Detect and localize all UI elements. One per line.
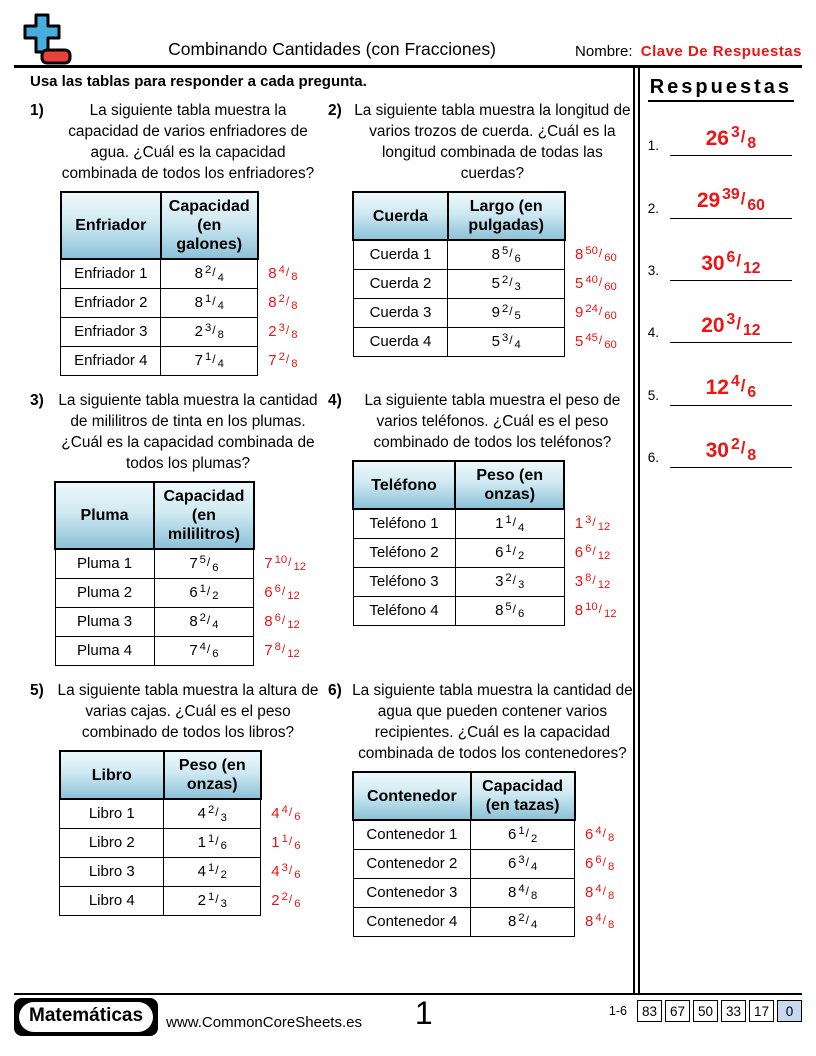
table-row — [353, 240, 632, 269]
row-annotation: 1 $^1$/ 6 — [271, 832, 301, 853]
row-value: 8 $^2$/ 4 — [471, 907, 575, 936]
annotation-header-spacer — [564, 461, 632, 509]
problem-question: La siguiente tabla muestra el peso de varios teléfonos. ¿Cuál es el peso combinado de todos los teléfonos? — [364, 392, 621, 451]
table-row — [353, 820, 632, 849]
annotation-header-spacer — [254, 482, 322, 549]
row-value: 7 $^1$/ 4 — [161, 346, 258, 375]
problem-body — [54, 390, 322, 680]
row-value: 8 $^5$/ 6 — [455, 596, 564, 625]
row-label: Cuerda 3 — [353, 298, 448, 327]
instructions-text: Usa las tablas para responder a cada pregunta. — [30, 73, 367, 90]
problem-table — [59, 750, 318, 916]
row-value: 8 $^5$/ 6 — [448, 240, 565, 269]
table-row — [353, 567, 632, 596]
problem-body — [54, 100, 322, 390]
row-annotation: 6 $^4$/ 8 — [585, 824, 615, 845]
table-col1-header: Teléfono — [353, 461, 455, 509]
row-annotation: 8 $^{10}$/ 12 — [574, 600, 617, 621]
table-row — [60, 886, 317, 915]
table-row — [353, 596, 632, 625]
answer-value: 30 $^6$/ 12 — [670, 249, 792, 281]
row-label: Teléfono 4 — [353, 596, 455, 625]
answer-item-3 — [648, 249, 792, 281]
row-value: 9 $^2$/ 5 — [448, 298, 565, 327]
table-row — [353, 298, 632, 327]
table-col2-header: Capacidad (en tazas) — [471, 772, 575, 820]
page-title: Combinando Cantidades (con Fracciones) — [168, 39, 496, 59]
row-value: 8 $^1$/ 4 — [161, 288, 258, 317]
row-label: Libro 3 — [60, 857, 164, 886]
table-row — [61, 317, 316, 346]
table-col1-header: Contenedor — [353, 772, 471, 820]
table-header-row — [60, 751, 317, 799]
row-label: Contenedor 1 — [353, 820, 471, 849]
row-annotation: 4 $^4$/ 6 — [271, 803, 301, 824]
plus-minus-logo-icon — [22, 12, 74, 68]
answers-panel — [640, 68, 802, 993]
table-row — [61, 288, 316, 317]
row-label: Pluma 1 — [55, 549, 154, 578]
page-number: 1 — [414, 995, 433, 1031]
row-value: 6 $^1$/ 2 — [455, 538, 564, 567]
row-annotation: 3 $^8$/ 12 — [574, 571, 611, 592]
problem-body — [54, 680, 322, 970]
row-label: Cuerda 4 — [353, 327, 448, 356]
row-annotation: 7 $^8$/ 12 — [264, 640, 300, 661]
problem-5 — [30, 680, 322, 970]
brand-row — [14, 998, 362, 1036]
problems-grid — [30, 100, 633, 970]
row-label: Pluma 2 — [55, 578, 154, 607]
score-cell: 33 — [721, 1000, 746, 1022]
table-header-row — [353, 461, 632, 509]
row-label: Pluma 3 — [55, 607, 154, 636]
row-annotation: 2 $^3$/ 8 — [268, 321, 298, 342]
answer-item-2 — [648, 186, 792, 218]
row-label: Teléfono 2 — [353, 538, 455, 567]
row-annotation: 5 $^{40}$/ 60 — [575, 273, 617, 294]
table-row — [353, 907, 632, 936]
problem-body — [352, 100, 633, 390]
row-value: 2 $^3$/ 8 — [161, 317, 258, 346]
answers-title: Respuestas — [648, 76, 794, 102]
minus-icon — [42, 50, 70, 63]
row-label: Contenedor 2 — [353, 849, 471, 878]
table-col2-header: Largo (en pulgadas) — [448, 192, 565, 240]
answer-value: 30 $^2$/ 8 — [670, 436, 792, 468]
row-annotation: 7 $^{10}$/ 12 — [264, 553, 307, 574]
problem-number: 5) — [30, 682, 44, 699]
problem-question: La siguiente tabla muestra la longitud de varios trozos de cuerda. ¿Cuál es la longitud combinada de todas las cuerdas? — [354, 102, 631, 182]
problems-column — [14, 68, 633, 993]
problem-question: La siguiente tabla muestra la altura de varias cajas. ¿Cuál es el peso combinado de todos los libros? — [57, 682, 319, 741]
table-header-row — [353, 772, 632, 820]
answer-value: 12 $^4$/ 6 — [670, 373, 792, 405]
table-col2-header: Peso (en onzas) — [455, 461, 564, 509]
score-cell: 0 — [777, 1000, 802, 1022]
row-value: 6 $^1$/ 2 — [471, 820, 575, 849]
answers-list — [648, 124, 794, 468]
table-row — [60, 828, 317, 857]
answer-item-1 — [648, 124, 792, 156]
website-link: www.CommonCoreSheets.es — [166, 1014, 362, 1031]
table-row — [353, 269, 632, 298]
name-value: Clave De Respuestas — [640, 43, 802, 60]
row-value: 8 $^4$/ 8 — [471, 878, 575, 907]
row-label: Teléfono 1 — [353, 509, 455, 538]
table-col1-header: Libro — [60, 751, 164, 799]
row-value: 2 $^1$/ 3 — [164, 886, 261, 915]
row-value: 3 $^2$/ 3 — [455, 567, 564, 596]
problem-number: 2) — [328, 102, 342, 119]
logo-svg — [22, 12, 74, 68]
problem-number: 3) — [30, 392, 44, 409]
annotation-header-spacer — [258, 192, 316, 259]
row-label: Libro 4 — [60, 886, 164, 915]
table-row — [60, 857, 317, 886]
score-cell: 67 — [665, 1000, 690, 1022]
row-label: Enfriador 2 — [61, 288, 161, 317]
answer-number: 4. — [647, 325, 659, 341]
problem-table — [352, 460, 633, 626]
table-col2-header: Peso (en onzas) — [164, 751, 261, 799]
row-value: 1 $^1$/ 4 — [455, 509, 564, 538]
row-label: Enfriador 3 — [61, 317, 161, 346]
row-label: Cuerda 2 — [353, 269, 448, 298]
table-row — [55, 578, 322, 607]
row-annotation: 8 $^6$/ 12 — [264, 611, 300, 632]
problem-table — [54, 481, 322, 666]
table-col1-header: Cuerda — [353, 192, 448, 240]
score-area — [609, 1000, 802, 1022]
problem-table — [60, 191, 317, 376]
column-divider — [633, 68, 640, 993]
row-value: 1 $^1$/ 6 — [164, 828, 261, 857]
table-row — [353, 849, 632, 878]
row-value: 5 $^3$/ 4 — [448, 327, 565, 356]
problem-3 — [30, 390, 322, 680]
row-annotation: 8 $^2$/ 8 — [268, 292, 298, 313]
table-header-row — [61, 192, 316, 259]
score-cell: 50 — [693, 1000, 718, 1022]
annotation-header-spacer — [565, 192, 633, 240]
problem-body — [352, 680, 633, 970]
row-label: Libro 1 — [60, 799, 164, 828]
answer-item-4 — [648, 311, 792, 343]
answer-value: 26 $^3$/ 8 — [670, 124, 792, 156]
answer-item-5 — [648, 373, 792, 405]
problem-body — [352, 390, 633, 680]
table-row — [55, 607, 322, 636]
table-row — [353, 509, 632, 538]
row-label: Contenedor 4 — [353, 907, 471, 936]
answer-number: 2. — [647, 200, 659, 216]
row-value: 4 $^1$/ 2 — [164, 857, 261, 886]
problem-1 — [30, 100, 322, 390]
row-label: Pluma 4 — [55, 636, 154, 665]
row-value: 6 $^1$/ 2 — [154, 578, 254, 607]
row-annotation: 6 $^6$/ 8 — [585, 853, 615, 874]
score-range-label: 1-6 — [608, 1004, 627, 1018]
problem-2 — [328, 100, 633, 390]
row-annotation: 8 $^{50}$/ 60 — [575, 244, 617, 265]
row-value: 8 $^2$/ 4 — [154, 607, 254, 636]
plus-icon — [25, 15, 59, 52]
row-label: Teléfono 3 — [353, 567, 455, 596]
row-annotation: 6 $^6$/ 12 — [264, 582, 300, 603]
table-header-row — [55, 482, 322, 549]
answer-item-6 — [648, 436, 792, 468]
row-value: 5 $^2$/ 3 — [448, 269, 565, 298]
row-value: 7 $^4$/ 6 — [154, 636, 254, 665]
row-value: 4 $^2$/ 3 — [164, 799, 261, 828]
score-cell: 17 — [749, 1000, 774, 1022]
page-header — [14, 0, 802, 68]
answer-number: 5. — [647, 387, 659, 403]
problem-question: La siguiente tabla muestra la cantidad de mililitros de tinta en los plumas. ¿Cuál es la capacidad combinada de todos los plumas? — [58, 392, 318, 472]
score-cell: 83 — [637, 1000, 662, 1022]
answer-number: 1. — [647, 138, 659, 154]
row-annotation: 6 $^6$/ 12 — [574, 542, 611, 563]
row-annotation: 7 $^2$/ 8 — [268, 350, 298, 371]
row-label: Libro 2 — [60, 828, 164, 857]
row-annotation: 9 $^{24}$/ 60 — [575, 302, 617, 323]
row-value: 6 $^3$/ 4 — [471, 849, 575, 878]
table-row — [55, 549, 322, 578]
answer-value: 29 $^{39}$/ 60 — [670, 186, 792, 218]
problem-question: La siguiente tabla muestra la capacidad de varios enfriadores de agua. ¿Cuál es la capacidad combinada de todos los enfriadores? — [61, 102, 315, 182]
score-strip — [637, 1000, 802, 1022]
problem-6 — [328, 680, 633, 970]
problem-number: 6) — [328, 682, 342, 699]
table-col2-header: Capacidad (en mililitros) — [154, 482, 254, 549]
content-area — [0, 68, 816, 993]
problem-number: 1) — [30, 102, 44, 119]
row-annotation: 4 $^3$/ 6 — [271, 861, 301, 882]
answer-value: 20 $^3$/ 12 — [670, 311, 792, 343]
problem-4 — [328, 390, 633, 680]
row-annotation: 8 $^4$/ 8 — [585, 882, 615, 903]
table-row — [353, 878, 632, 907]
row-annotation: 8 $^4$/ 8 — [585, 911, 615, 932]
problem-table — [352, 771, 633, 937]
row-label: Enfriador 1 — [61, 259, 161, 288]
problem-question: La siguiente tabla muestra la cantidad de agua que pueden contener varios recipientes. ¿Cuál es la capacidad combinada de todos los contenedores? — [352, 682, 633, 762]
row-annotation: 8 $^4$/ 8 — [268, 263, 298, 284]
table-row — [353, 327, 632, 356]
table-row — [353, 538, 632, 567]
table-header-row — [353, 192, 632, 240]
row-label: Cuerda 1 — [353, 240, 448, 269]
row-annotation: 5 $^{45}$/ 60 — [575, 331, 617, 352]
table-col1-header: Pluma — [55, 482, 154, 549]
row-value: 7 $^5$/ 6 — [154, 549, 254, 578]
page-footer — [14, 993, 802, 1056]
row-label: Contenedor 3 — [353, 878, 471, 907]
brand-name: Matemáticas — [19, 1002, 153, 1032]
answer-number: 3. — [647, 262, 659, 278]
row-annotation: 1 $^3$/ 12 — [574, 513, 611, 534]
problem-number: 4) — [328, 392, 342, 409]
annotation-header-spacer — [261, 751, 317, 799]
table-col1-header: Enfriador — [61, 192, 161, 259]
table-row — [55, 636, 322, 665]
answer-number: 6. — [647, 449, 659, 465]
table-row — [61, 259, 316, 288]
brand-badge — [14, 998, 158, 1036]
name-row — [575, 43, 802, 60]
problem-table — [352, 191, 633, 357]
row-label: Enfriador 4 — [61, 346, 161, 375]
row-value: 8 $^2$/ 4 — [161, 259, 258, 288]
table-row — [61, 346, 316, 375]
table-col2-header: Capacidad (en galones) — [161, 192, 258, 259]
table-row — [60, 799, 317, 828]
annotation-header-spacer — [575, 772, 633, 820]
row-annotation: 2 $^2$/ 6 — [271, 890, 301, 911]
name-label: Nombre: — [575, 43, 633, 60]
